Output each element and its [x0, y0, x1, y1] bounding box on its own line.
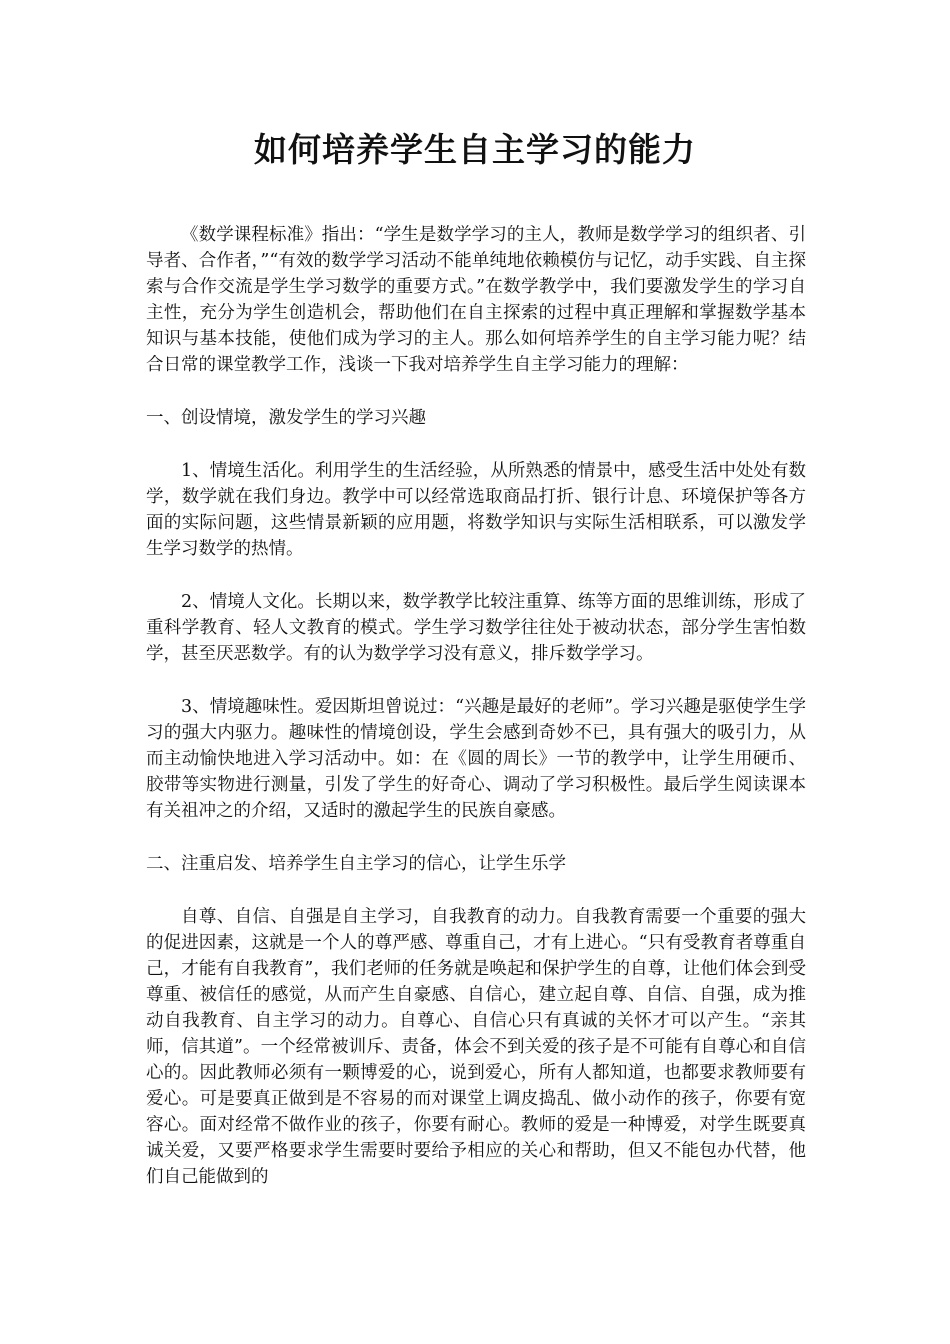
paragraph-spacer [146, 378, 806, 405]
document-body [146, 222, 806, 1190]
section-1-paragraph-1: 1、情境生活化。利用学生的生活经验，从所熟悉的情景中，感受生活中处处有数学，数学就在我们身边。教学中可以经常选取商品打折、银行计息、环境保护等各方面的实际问题，这些情景新颖的应用题，将数学知识与实际生活相联系，可以激发学生学习数学的热情。 [146, 461, 806, 559]
section-2-heading: 二、注重启发、培养学生自主学习的信心，让学生乐学 [146, 854, 566, 874]
paragraph-spacer [146, 562, 806, 589]
section-1-paragraph-2: 2、情境人文化。长期以来，数学教学比较注重算、练等方面的思维训练，形成了重科学教育、轻人文教育的模式。学生学习数学往往处于被动状态，部分学生害怕数学，甚至厌恶数学。有的认为数学学习没有意义，排斥数学学习。 [146, 592, 806, 664]
paragraph-spacer [146, 667, 806, 694]
intro-paragraph: 《数学课程标准》指出：“学生是数学学习的主人，教师是数学学习的组织者、引导者、合作者，”“有效的数学学习活动不能单纯地依赖模仿与记忆，动手实践、自主探索与合作交流是学生学习数学的重要方式。”在数学教学中，我们要激发学生的学习自主性，充分为学生创造机会，帮助他们在自主探索的过程中真正理解和掌握数学基本知识与基本技能，使他们成为学习的主人。那么如何培养学生的自主学习能力呢？结合日常的课堂教学工作，浅谈一下我对培养学生自主学习能力的理解： [146, 225, 806, 375]
section-1-heading: 一、创设情境，激发学生的学习兴趣 [146, 408, 426, 428]
section-1-paragraph-3: 3、情境趣味性。爱因斯坦曾说过：“兴趣是最好的老师”。学习兴趣是驱使学生学习的强大内驱力。趣味性的情境创设，学生会感到奇妙不已，具有强大的吸引力，从而主动愉快地进入学习活动中。如：在《圆的周长》一节的教学中，让学生用硬币、胶带等实物进行测量，引发了学生的好奇心、调动了学习积极性。最后学生阅读课本有关祖冲之的介绍，又适时的激起学生的民族自豪感。 [146, 697, 806, 821]
document-title: 如何培养学生自主学习的能力 [254, 130, 696, 169]
paragraph-spacer [146, 824, 806, 851]
paragraph-spacer [146, 877, 806, 904]
paragraph-spacer [146, 431, 806, 458]
section-2-paragraph-1: 自尊、自信、自强是自主学习，自我教育的动力。自我教育需要一个重要的强大的促进因素，这就是一个人的尊严感、尊重自己，才有上进心。“只有受教育者尊重自己，才能有自我教育”，我们老师的任务就是唤起和保护学生的自尊，让他们体会到受尊重、被信任的感觉，从而产生自豪感、自信心，建立起自尊、自信、自强，成为推动自我教育、自主学习的动力。自尊心、自信心只有真诚的关怀才可以产生。“亲其师，信其道”。一个经常被训斥、责备，体会不到关爱的孩子是不可能有自尊心和自信心的。因此教师必须有一颗博爱的心，说到爱心，所有人都知道，也都要求教师要有爱心。可是要真正做到是不容易的而对课堂上调皮捣乱、做小动作的孩子，你要有宽容心。面对经常不做作业的孩子，你要有耐心。教师的爱是一种博爱，对学生既要真诚关爱，又要严格要求学生需要时要给予相应的关心和帮助，但又不能包办代替，他们自己能做到的 [146, 907, 806, 1187]
